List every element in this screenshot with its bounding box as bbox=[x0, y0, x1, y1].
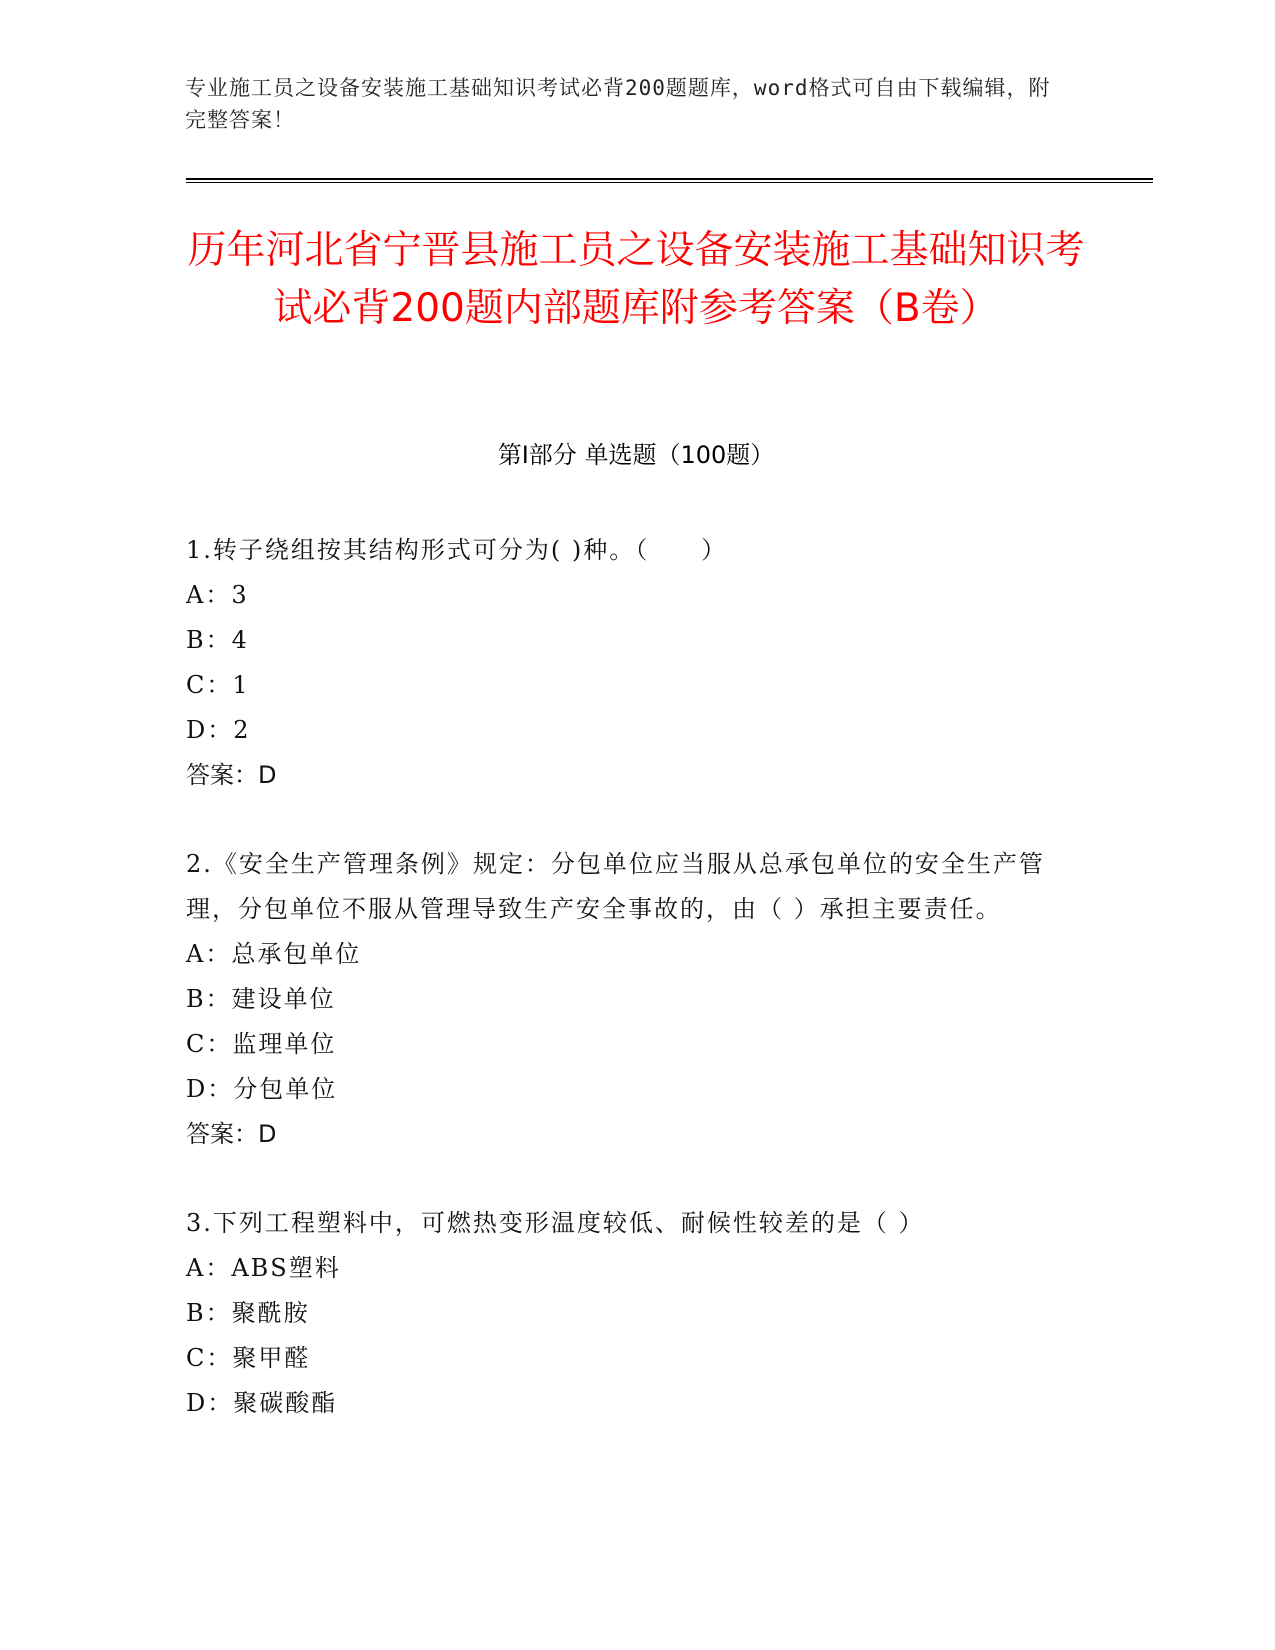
option-c: C：1 bbox=[186, 671, 250, 699]
option-d: D：2 bbox=[186, 716, 251, 744]
option-b: B：建设单位 bbox=[186, 985, 336, 1013]
section-title: 第Ⅰ部分 单选题（100题） bbox=[497, 441, 775, 469]
question-stem: 2.《安全生产管理条例》规定：分包单位应当服从总承包单位的安全生产管理，分包单位不服从管理导致生产安全事故的，由（ ）承担主要责任。 bbox=[186, 850, 1045, 923]
answer-line: 答案：D bbox=[186, 761, 277, 789]
question-2 bbox=[186, 842, 1086, 1157]
option-c: C：监理单位 bbox=[186, 1030, 337, 1058]
option-b: B：4 bbox=[186, 626, 249, 654]
question-stem: 1.转子绕组按其结构形式可分为( )种。（ ） bbox=[186, 536, 728, 564]
answer-line: 答案：D bbox=[186, 1120, 277, 1148]
option-c: C：聚甲醛 bbox=[186, 1344, 311, 1372]
question-3 bbox=[186, 1201, 1086, 1426]
option-b: B：聚酰胺 bbox=[186, 1299, 310, 1327]
header-rule-thick bbox=[186, 178, 1153, 180]
document-title: 历年河北省宁晋县施工员之设备安装施工基础知识考试必背200题内部题库附参考答案（B卷） bbox=[187, 228, 1085, 331]
option-a: A：3 bbox=[186, 581, 249, 609]
question-1 bbox=[186, 528, 1086, 798]
option-a: A：ABS塑料 bbox=[186, 1254, 341, 1282]
question-stem: 3.下列工程塑料中，可燃热变形温度较低、耐候性较差的是（ ） bbox=[186, 1209, 925, 1237]
question-list bbox=[186, 528, 1086, 1470]
option-d: D：分包单位 bbox=[186, 1075, 338, 1103]
option-a: A：总承包单位 bbox=[186, 940, 362, 968]
option-d: D：聚碳酸酯 bbox=[186, 1389, 338, 1417]
header-rule-thin bbox=[186, 182, 1153, 183]
header-note: 专业施工员之设备安装施工基础知识考试必背200题题库，word格式可自由下载编辑，附完整答案！ bbox=[185, 76, 1051, 132]
